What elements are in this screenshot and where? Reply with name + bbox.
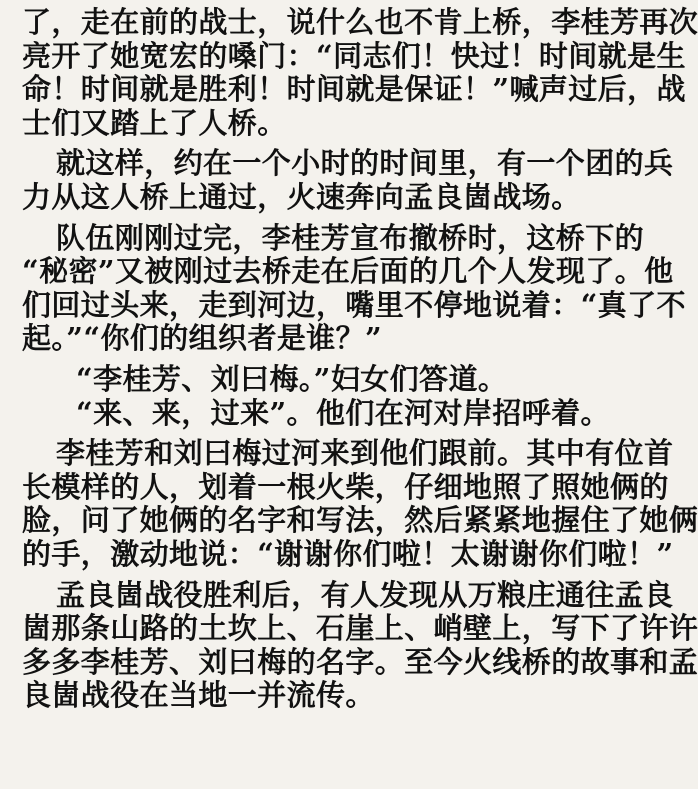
text-line-18: 崮那条山路的土坎上、石崖上、峭壁上，写下了许许 xyxy=(22,611,698,646)
text-line-3: 命！时间就是胜利！时间就是保证！”喊声过后，战 xyxy=(22,72,686,107)
text-line-10: 起。”“你们的组织者是谁？” xyxy=(22,321,383,356)
text-line-2: 亮开了她宽宏的嗓门：“同志们！快过！时间就是生 xyxy=(22,38,686,73)
text-line-16: 的手，激动地说：“谢谢你们啦！太谢谢你们啦！” xyxy=(22,536,674,571)
text-line-12: “来、来，过来”。他们在河对岸招呼着。 xyxy=(76,395,610,430)
story-text xyxy=(22,5,698,713)
text-line-15: 脸，问了她俩的名字和写法，然后紧紧地握住了她俩 xyxy=(22,503,698,538)
text-line-17: 孟良崮战役胜利后，有人发现从万粮庄通往孟良 xyxy=(56,577,674,612)
text-line-19: 多多李桂芳、刘曰梅的名字。至今火线桥的故事和孟 xyxy=(22,644,698,679)
text-line-14: 长模样的人，划着一根火柴，仔细地照了照她俩的 xyxy=(22,469,669,504)
text-line-1: 了，走在前的战士，说什么也不肯上桥，李桂芳再次 xyxy=(22,5,698,39)
text-line-20: 良崮战役在当地一并流传。 xyxy=(22,678,375,713)
text-line-8: “秘密”又被刚过去桥走在后面的几个人发现了。他 xyxy=(22,254,674,289)
text-line-6: 力从这人桥上通过，火速奔向孟良崮战场。 xyxy=(22,179,581,214)
text-line-13: 李桂芳和刘曰梅过河来到他们跟前。其中有位首 xyxy=(56,436,674,471)
text-line-5: 就这样，约在一个小时的时间里，有一个团的兵 xyxy=(56,146,674,181)
text-line-4: 士们又踏上了人桥。 xyxy=(22,105,287,140)
text-line-9: 们回过头来，走到河边，嘴里不停地说着：“真了不 xyxy=(22,287,686,322)
text-line-7: 队伍刚刚过完，李桂芳宣布撤桥时，这桥下的 xyxy=(56,220,645,255)
text-line-11: “李桂芳、刘曰梅。”妇女们答道。 xyxy=(76,361,508,396)
